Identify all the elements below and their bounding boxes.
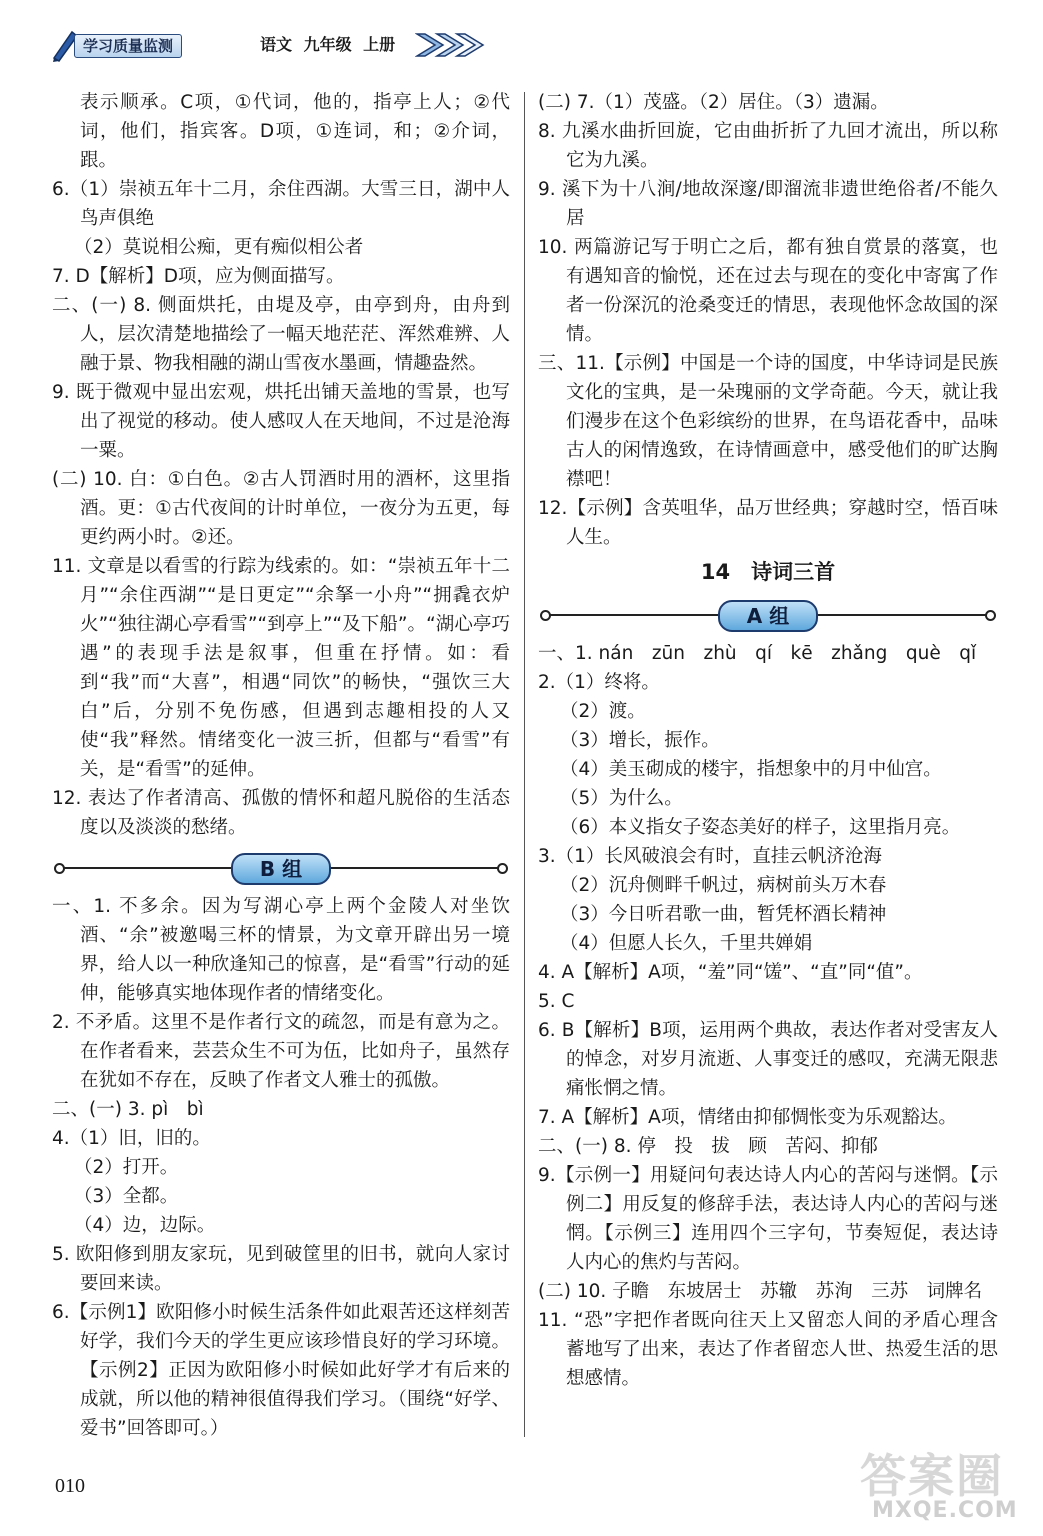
left-column	[52, 88, 510, 1443]
series-badge: 学习质量监测	[74, 34, 182, 58]
watermark-text: 答案圈	[860, 1449, 1004, 1503]
answer-subitem: （2）沉舟侧畔千帆过，病树前头万木春	[560, 875, 887, 896]
subject-label: 语文 九年级 上册	[260, 35, 396, 54]
answer-subitem: （3）全都。	[74, 1186, 179, 1207]
page-number: 010	[55, 1475, 85, 1497]
answer-item: (二) 7.（1）茂盛。（2）居住。（3）遗漏。	[538, 92, 889, 113]
section-title: 14 诗词三首	[700, 560, 836, 584]
answer-item: 2. 不矛盾。这里不是作者行文的疏忽，而是有意为之。在作者看来，芸芸众生不可为伍，比如舟子，虽然存在犹如不存在，反映了作者文人雅士的孤傲。	[52, 1012, 510, 1091]
answer-item: 二、(一) 8. 侧面烘托，由堤及亭，由亭到舟，由舟到人，层次清楚地描绘了一幅天地茫茫、浑然难辨、人融于景、物我相融的湖山雪夜水墨画，情趣盎然。	[52, 295, 510, 374]
watermark-url: MXQE.COM	[872, 1498, 1018, 1523]
answer-item: 6. B【解析】B项，运用两个典故，表达作者对受害友人的悼念，对岁月流逝、人事变迁的感叹，充满无限悲痛怅惘之情。	[538, 1020, 998, 1099]
group-heading	[52, 848, 510, 888]
answer-item: 5. C	[538, 991, 575, 1012]
answer-subitem: （4）但愿人长久，千里共婵娟	[560, 933, 813, 954]
answer-item: 7. D【解析】D项，应为侧面描写。	[52, 266, 345, 287]
answer-item: 3.（1）长风破浪会有时，直挂云帆济沧海	[538, 846, 882, 867]
answer-subitem: （4）边，边际。	[74, 1215, 216, 1236]
answer-subitem: （5）为什么。	[560, 788, 683, 809]
answer-item: 2.（1）终将。	[538, 672, 660, 693]
group-heading	[538, 595, 998, 635]
answer-item: 4. A【解析】A项，“羞”同“馐”、“直”同“值”。	[538, 962, 923, 983]
answer-item: (二) 10. 白：①白色。②古人罚酒时用的酒杯，这里指酒。更：①古代夜间的计时单位，一夜分为五更，每更约两小时。②还。	[52, 469, 510, 548]
answer-item: 二、(一) 8. 停 投 拔 顾 苦闷、抑郁	[538, 1136, 878, 1157]
answer-item: 4.（1）旧，旧的。	[52, 1128, 211, 1149]
answer-item: 9. 溪下为十八涧/地故深邃/即溜流非遗世绝俗者/不能久居	[538, 179, 998, 229]
group-label: A 组	[718, 600, 818, 632]
answer-item: 12.【示例】含英咀华，品万世经典；穿越时空，悟百味人生。	[538, 498, 998, 548]
answer-subitem: （6）本义指女子姿态美好的样子，这里指月亮。	[560, 817, 961, 838]
answer-subitem: （4）美玉砌成的楼宇，指想象中的月中仙宫。	[560, 759, 942, 780]
answer-item: 6.【示例1】欧阳修小时候生活条件如此艰苦还这样刻苦好学，我们今天的学生更应该珍惜良好的学习环境。【示例2】正因为欧阳修小时候如此好学才有后来的成就，所以他的精神很值得我们学习。（围绕“好学、爱书”回答即可。）	[52, 1302, 510, 1439]
answer-subitem: （2）打开。	[74, 1157, 179, 1178]
watermark-logo	[860, 1440, 1030, 1530]
answer-item: 6.（1）崇祯五年十二月，余住西湖。大雪三日，湖中人鸟声俱绝	[52, 179, 510, 229]
right-column	[538, 88, 998, 1393]
group-label: B 组	[231, 853, 331, 885]
answer-item: 12. 表达了作者清高、孤傲的情怀和超凡脱俗的生活态度以及淡淡的愁绪。	[52, 788, 510, 838]
answer-subitem: （3）今日听君歌一曲，暂凭杯酒长精神	[560, 904, 887, 925]
answer-subitem: （2）莫说相公痴，更有痴似相公者	[74, 237, 364, 258]
page-header	[50, 28, 450, 62]
answer-item: 9. 既于微观中显出宏观，烘托出铺天盖地的雪景，也写出了视觉的移动。使人感叹人在天地间，不过是沧海一粟。	[52, 382, 510, 461]
column-divider	[524, 92, 525, 1437]
answer-item: 一、1. 不多余。因为写湖心亭上两个金陵人对坐饮酒、“余”被邀喝三杯的情景，为文章开辟出另一境界，给人以一种欣逢知己的惊喜，是“看雪”行动的延伸，能够真实地体现作者的情绪变化。	[52, 896, 510, 1004]
answer-item: 10. 两篇游记写于明亡之后，都有独自赏景的落寞，也有遇知音的愉悦，还在过去与现在的变化中寄寓了作者一份深沉的沧桑变迁的情思，表现他怀念故国的深情。	[538, 237, 998, 345]
answer-item: 5. 欧阳修到朋友家玩，见到破筐里的旧书，就向人家讨要回来读。	[52, 1244, 510, 1294]
rule-end-dot	[54, 863, 65, 874]
answer-subitem: （2）渡。	[560, 701, 646, 722]
answer-item: 11. 文章是以看雪的行踪为线索的。如：“崇祯五年十二月”“余住西湖”“是日更定”“余拏一小舟”“拥毳衣炉火”“独往湖心亭看雪”“到亭上”“及下船”。“湖心亭巧遇”的表现手法是叙事，但重在抒情。如：看到“我”而“大喜”，相遇“同饮”的畅快，“强饮三大白”后，分别不免伤感，但遇到志趣相投的人又使“我”释然。情绪变化一波三折，但都与“看雪”有关，是“看雪”的延伸。	[52, 556, 510, 780]
answer-item: (二) 10. 子瞻 东坡居士 苏辙 苏洵 三苏 词牌名	[538, 1281, 983, 1302]
answer-item: 8. 九溪水曲折回旋，它由曲折折了九回才流出，所以称它为九溪。	[538, 121, 998, 171]
answer-item: 9.【示例一】用疑问句表达诗人内心的苦闷与迷惘。【示例二】用反复的修辞手法，表达诗人内心的苦闷与迷惘。【示例三】连用四个三字句，节奏短促，表达诗人内心的焦灼与苦闷。	[538, 1165, 998, 1273]
answer-item: 一、1. nán zūn zhù qí kē zhǎng què qǐ	[538, 643, 977, 664]
answer-item: 二、(一) 3. pì bì	[52, 1099, 204, 1120]
rule-end-dot	[985, 610, 996, 621]
rule-end-dot	[540, 610, 551, 621]
answer-item: 三、11.【示例】中国是一个诗的国度，中华诗词是民族文化的宝典，是一朵瑰丽的文学奇葩。今天，就让我们漫步在这个色彩缤纷的世界，在鸟语花香中，品味古人的闲情逸致，在诗情画意中，感受他们的旷达胸襟吧！	[538, 353, 998, 490]
answer-item: 11. “恐”字把作者既向往天上又留恋人间的矛盾心理含蓄地写了出来，表达了作者留恋人世、热爱生活的思想感情。	[538, 1310, 998, 1389]
chevrons-icon	[415, 30, 487, 60]
answer-item: 7. A【解析】A项，情绪由抑郁惆怅变为乐观豁达。	[538, 1107, 957, 1128]
rule-end-dot	[497, 863, 508, 874]
answer-subitem: （3）增长，振作。	[560, 730, 720, 751]
answer-item: 表示顺承。C项，①代词，他的，指亭上人；②代词，他们，指宾客。D项，①连词，和；②介词，跟。	[80, 92, 510, 171]
